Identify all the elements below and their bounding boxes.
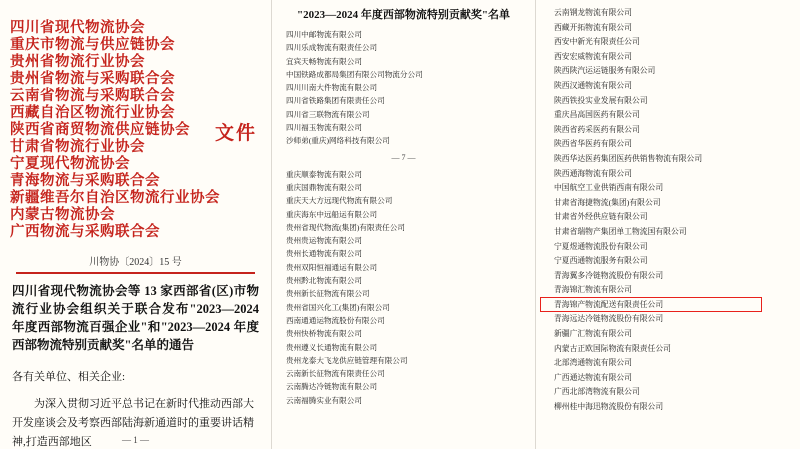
list-item: 重庆昌高国医药有限公司 — [554, 110, 640, 120]
list-item: 重庆天大方远现代物流有限公司 — [286, 196, 393, 206]
list-item: 重庆顺泰物流有限公司 — [286, 169, 362, 179]
organization-line: 贵州省物流与采购联合会 — [10, 71, 175, 87]
list-item: 新疆广汇物流有限公司 — [554, 329, 632, 339]
list-item: 青海远达冷链物流股份有限公司 — [554, 314, 664, 324]
company-list-top — [280, 28, 527, 148]
list-item: 甘肃省海捷物流(集团)有限公司 — [554, 197, 661, 207]
list-item: 四川中邮物流有限公司 — [286, 30, 362, 39]
list-item: 四川乐成物流有限责任公司 — [286, 43, 378, 53]
list-item: 西南通通运物流股份有限公司 — [286, 315, 385, 325]
company-list-bottom — [280, 168, 527, 407]
list-item: 沙师弟(重庆)网络科技有限公司 — [286, 136, 390, 146]
list-item: 西安中新光有限责任公司 — [554, 37, 640, 47]
left-page-number: — 1 — — [122, 435, 149, 445]
list-item: 贵州龙泰大飞龙供应链管理有限公司 — [286, 355, 408, 365]
list-item: 四川省三联物流有限公司 — [286, 109, 370, 119]
organization-line: 青海物流与采购联合会 — [10, 173, 160, 189]
list-item: 云南腾达冷链物流有限公司 — [286, 382, 378, 392]
middle-page-number: — 7 — — [391, 152, 416, 162]
list-item: 青海锦汇物流有限公司 — [554, 285, 632, 295]
list-item: 陕西汉通物流有限公司 — [554, 80, 632, 90]
list-item: 宜宾天畅物流有限公司 — [286, 56, 362, 66]
list-item: 贵州遵义长通物流有限公司 — [286, 342, 378, 352]
organization-line: 广西物流与采购联合会 — [10, 224, 160, 240]
list-item: 广西通达物流有限公司 — [554, 372, 632, 382]
list-item: 贵州省国兴化工(集团)有限公司 — [286, 302, 390, 312]
body-salutation: 各有关单位、相关企业: — [12, 371, 126, 383]
list-item: 青海翼多冷链物流股份有限公司 — [554, 270, 664, 280]
list-item: 北部湾通物流有限公司 — [554, 358, 632, 368]
middle-document-page — [272, 0, 536, 449]
red-divider-rule — [16, 272, 255, 274]
right-document-page — [536, 0, 800, 449]
document-number: 川物协〔2024〕15 号 — [89, 257, 182, 268]
list-item: 中国航空工业供销西南有限公司 — [554, 183, 664, 193]
list-item: 云南新长征物流有限责任公司 — [286, 369, 385, 379]
list-item: 西藏开拓物流有限公司 — [554, 22, 632, 32]
list-item: 贵州双阳恒福通运有限公司 — [286, 262, 378, 272]
organization-line: 四川省现代物流协会 — [10, 20, 145, 36]
list-item: 贵州新长征物流有限公司 — [286, 289, 370, 299]
left-document-page — [0, 0, 272, 449]
list-item: 四川省铁路集团有限责任公司 — [286, 96, 385, 106]
list-item: 甘肃省外经供应链有限公司 — [554, 212, 648, 222]
list-item: 贵州省现代物流(集团)有限责任公司 — [286, 222, 405, 232]
list-item: 重庆国鼎物流有限公司 — [286, 182, 362, 192]
list-item: 甘肃省瑞物产集团单工物流国有限公司 — [554, 226, 687, 236]
organization-line: 陕西省商贸物流供应链协会 — [10, 122, 190, 138]
list-item: 贵州黔北物流有限公司 — [286, 276, 362, 286]
organization-line: 新疆维吾尔自治区物流行业协会 — [10, 190, 220, 206]
organization-line: 甘肃省物流行业协会 — [10, 139, 145, 155]
list-item: 陕西陕汽运运链服务有限公司 — [554, 66, 656, 76]
list-item: 广西北部湾物流有限公司 — [554, 387, 640, 397]
organization-line: 贵州省物流行业协会 — [10, 54, 145, 70]
list-item: 内蒙古正欧国际物流有限责任公司 — [554, 343, 671, 353]
document-title: 四川省现代物流协会等 13 家西部省(区)市物流行业协会组织关于联合发布"2023—2024 年度西部物流百强企业"和"2023—2024 年度西部物流特别贡献奖"名单的通告 — [12, 284, 259, 352]
organization-line: 西藏自治区物流行业协会 — [10, 105, 175, 121]
organization-line: 宁夏现代物流协会 — [10, 156, 130, 172]
list-item: 陕西通海物流有限公司 — [554, 168, 632, 178]
body-paragraph: 为深入贯彻习近平总书记在新时代推动西部大开发座谈会及考察西部陆海新通道时的重要讲话精神,打造西部地区 — [12, 398, 254, 448]
list-item: 陕西省药采医药有限公司 — [554, 124, 640, 134]
list-item: 中国铁路成都局集团有限公司物流分公司 — [286, 69, 423, 79]
list-item: 四川福玉物流有限公司 — [286, 123, 362, 133]
list-item: 云南钢龙物流有限公司 — [554, 8, 632, 17]
list-item: 云南福腾实业有限公司 — [286, 395, 362, 405]
list-item: 陕西华达医药集团医药供销售物流有限公司 — [554, 153, 703, 163]
list-item: 宁夏煜通物流股份有限公司 — [554, 241, 648, 251]
list-item: 贵州长通物流有限公司 — [286, 249, 362, 259]
list-item: 柳州桂中海迅物流股份有限公司 — [554, 402, 664, 412]
list-item: 宁夏西通物流服务有限公司 — [554, 256, 648, 266]
company-list-right — [546, 6, 792, 415]
organization-line: 重庆市物流与供应链协会 — [10, 37, 175, 53]
award-list-title: "2023—2024 年度西部物流特别贡献奖"名单 — [297, 9, 510, 21]
list-item: 重庆海东中远船运有限公司 — [286, 209, 378, 219]
list-item: 陕西铁投实业发展有限公司 — [554, 95, 648, 105]
organization-line: 云南省物流与采购联合会 — [10, 88, 175, 104]
list-item: 四川川南大件物流有限公司 — [286, 83, 378, 93]
list-item: 陕西省华医药有限公司 — [554, 139, 632, 149]
document-type-stamp: 文件 — [214, 123, 257, 144]
list-item: 贵州贵运物流有限公司 — [286, 236, 362, 246]
list-item: 贵州快桥物流有限公司 — [286, 329, 362, 339]
organization-line: 内蒙古物流协会 — [10, 207, 115, 223]
list-item: 西安宏威物流有限公司 — [554, 51, 632, 61]
list-item-highlighted: 青海锦产物流配送有限责任公司 — [554, 299, 664, 309]
